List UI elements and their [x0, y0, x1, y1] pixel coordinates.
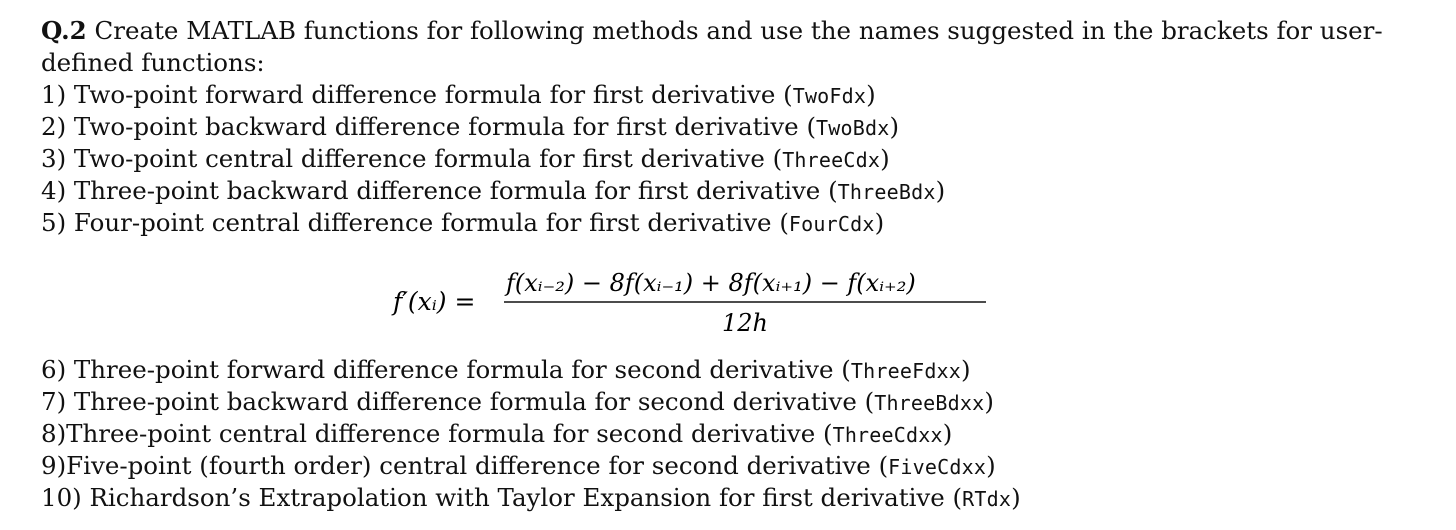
- formula-numerator: f(xᵢ₋₂) − 8f(xᵢ₋₁) + 8f(xᵢ₊₁) − f(xᵢ₊₂): [506, 269, 916, 297]
- list-item-text: 10) Richardson’s Extrapolation with Taylor Expansion for first derivative (: [41, 483, 963, 512]
- list-item-text: 5) Four-point central difference formula for first derivative (: [41, 208, 789, 237]
- list-item-text: 1) Two-point forward difference formula for first derivative (: [41, 80, 793, 109]
- list-item-text: 9)Five-point (fourth order) central difference for second derivative (: [41, 451, 889, 480]
- list-item-text: 2) Two-point backward difference formula for first derivative (: [41, 112, 817, 141]
- closing-paren: ): [866, 80, 876, 109]
- list-item-text: 7) Three-point backward difference formula for second derivative (: [41, 387, 875, 416]
- list-item-5: [41, 207, 1441, 239]
- function-name: ThreeFdxx: [850, 359, 962, 383]
- closing-paren: ): [942, 419, 953, 448]
- function-name: ThreeBdxx: [874, 391, 985, 415]
- closing-paren: ): [880, 144, 890, 173]
- function-name: RTdx: [962, 487, 1012, 511]
- list-item-text: 6) Three-point forward difference formula for second derivative (: [41, 355, 851, 384]
- list-item-1: [41, 79, 1441, 111]
- list-item-7: [41, 386, 1441, 418]
- document-body: [41, 15, 1441, 514]
- list-item-10: [41, 482, 1441, 514]
- question-intro-text: Create MATLAB functions for following methods and use the names suggested in the brackets for user-: [94, 16, 1383, 45]
- closing-paren: ): [889, 112, 900, 141]
- formula-lhs: f′(xᵢ) =: [393, 287, 476, 316]
- closing-paren: ): [984, 387, 994, 416]
- function-name: ThreeCdx: [782, 148, 881, 172]
- function-name: TwoBdx: [816, 116, 890, 140]
- closing-paren: ): [1011, 483, 1021, 512]
- list-item-text: 8)Three-point central difference formula for second derivative (: [41, 419, 833, 448]
- question-intro-text-continued: defined functions:: [41, 48, 265, 77]
- function-name: ThreeCdxx: [832, 423, 943, 447]
- closing-paren: ): [961, 355, 971, 384]
- function-name: FourCdx: [788, 212, 875, 236]
- function-name: TwoFdx: [792, 84, 867, 108]
- list-item-6: [41, 354, 1441, 386]
- closing-paren: ): [986, 451, 996, 480]
- closing-paren: ): [935, 176, 946, 205]
- question-label: Q.2: [41, 16, 87, 45]
- formula-graphic: [41, 239, 1041, 354]
- question-intro-line-2: [41, 47, 1441, 79]
- list-item-text: 4) Three-point backward difference formula for first derivative (: [41, 176, 838, 205]
- four-point-formula: [41, 239, 1441, 354]
- function-name: ThreeBdx: [837, 180, 936, 204]
- list-item-2: [41, 111, 1441, 143]
- formula-denominator: 12h: [722, 309, 768, 337]
- list-item-4: [41, 175, 1441, 207]
- function-name: FiveCdxx: [888, 455, 987, 479]
- list-item-9: [41, 450, 1441, 482]
- list-item-text: 3) Two-point central difference formula for first derivative (: [41, 144, 783, 173]
- list-item-8: [41, 418, 1441, 450]
- question-intro-line-1: [41, 15, 1441, 47]
- closing-paren: ): [874, 208, 885, 237]
- list-item-3: [41, 143, 1441, 175]
